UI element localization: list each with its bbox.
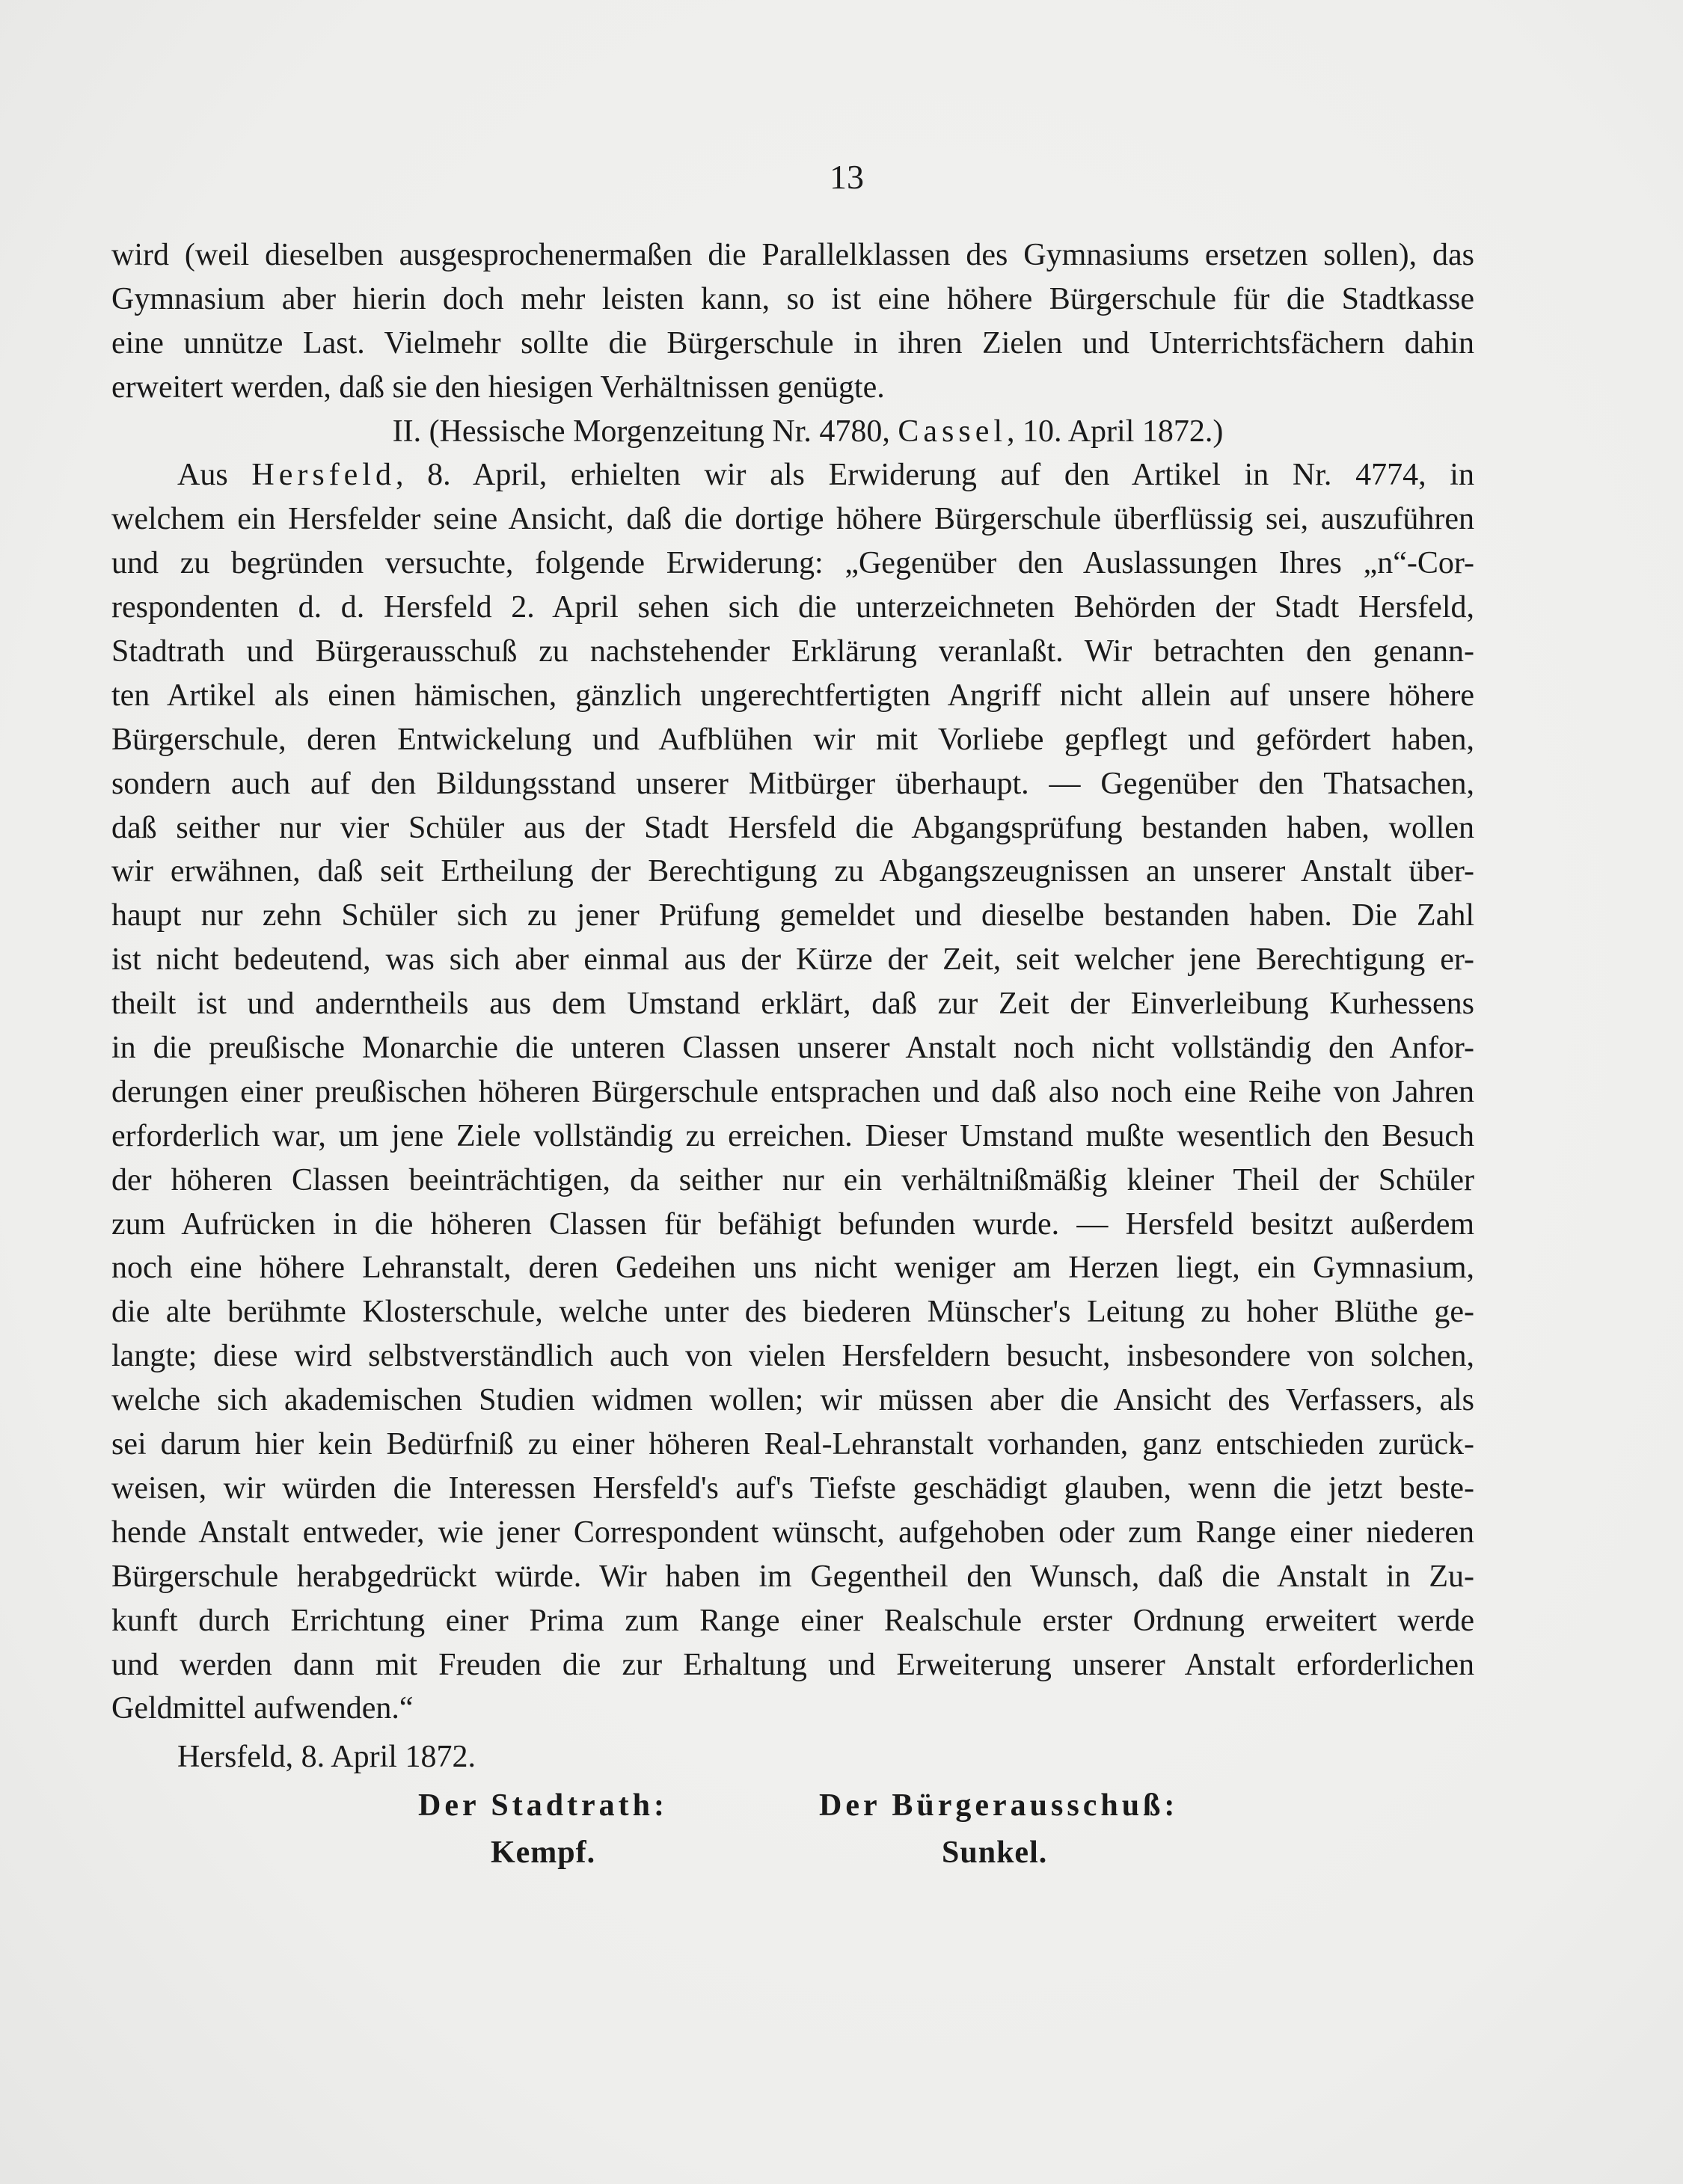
dateline: Hersfeld, 8. April 1872. xyxy=(177,1740,476,1775)
line-text: Aus xyxy=(177,458,252,493)
spaced-place-name: Cassel xyxy=(898,414,1008,449)
text-line: langte; diese wird selbstverständlich auch von vielen Hersfeldern besucht, insbesondere von solchen, xyxy=(111,1339,1474,1374)
heading-text: II. (Hessische Morgenzeitung Nr. 4780, xyxy=(392,414,898,449)
text-line: zum Aufrücken in die höheren Classen für befähigt befunden wurde. — Hersfeld besitzt außerdem xyxy=(111,1206,1474,1242)
text-line: respondenten d. d. Hersfeld 2. April sehen sich die unterzeichneten Behörden der Stadt Hersfeld, xyxy=(111,590,1474,625)
text-line: Bürgerschule herabgedrückt würde. Wir haben im Gegentheil den Wunsch, daß die Anstalt in Zu- xyxy=(111,1559,1474,1594)
text-line: sondern auch auf den Bildungsstand unserer Mitbürger überhaupt. — Gegenüber den Thatsachen, xyxy=(111,766,1474,801)
text-line: wir erwähnen, daß seit Ertheilung der Berechtigung zu Abgangszeugnissen an unserer Anstalt über- xyxy=(111,854,1474,889)
text-line: der höheren Classen beeinträchtigen, da seither nur ein verhältnißmäßig kleiner Theil der Schüler xyxy=(111,1162,1474,1197)
text-line: Bürgerschule, deren Entwickelung und Aufblühen wir mit Vorliebe gepflegt und gefördert haben, xyxy=(111,722,1474,757)
section-heading xyxy=(111,410,1474,454)
signature-title-stadtrath: Der Stadtrath: xyxy=(418,1788,669,1823)
text-line: noch eine höhere Lehranstalt, deren Gedeihen uns nicht weniger am Herzen liegt, ein Gymnasium, xyxy=(111,1251,1474,1286)
page-number: 13 xyxy=(830,158,864,196)
text-line: welchem ein Hersfelder seine Ansicht, daß die dortige höhere Bürgerschule überflüssig sei, auszuführen xyxy=(111,502,1474,537)
text-line: haupt nur zehn Schüler sich zu jener Prüfung gemeldet und dieselbe bestanden haben. Die Zahl xyxy=(111,898,1474,933)
text-line: erweitert werden, daß sie den hiesigen Verhältnissen genügte. xyxy=(111,369,885,405)
text-line: derungen einer preußischen höheren Bürgerschule entsprachen und daß also noch eine Reihe von Jahren xyxy=(111,1074,1474,1109)
body-text xyxy=(111,233,1474,1779)
text-line: eine unnütze Last. Vielmehr sollte die Bürgerschule in ihren Zielen und Unterrichtsfächern dahin xyxy=(111,325,1474,361)
heading-text: , 10. April 1872.) xyxy=(1007,414,1224,449)
spaced-place-name: Hersfeld xyxy=(251,458,396,493)
text-line: hende Anstalt entweder, wie jener Correspondent wünscht, aufgehoben oder zum Range einer niederen xyxy=(111,1515,1474,1550)
text-line: ten Artikel als einen hämischen, gänzlich ungerechtfertigten Angriff nicht allein auf unsere höhere xyxy=(111,678,1474,713)
signature-title-buergerausschuss: Der Bürgerausschuß: xyxy=(819,1788,1179,1823)
line-text: , 8. April, erhielten wir als Erwiderung auf den Artikel in Nr. 4774, in xyxy=(395,458,1474,493)
text-line: kunft durch Errichtung einer Prima zum Range einer Realschule erster Ordnung erweitert werde xyxy=(111,1603,1474,1638)
text-line: erforderlich war, um jene Ziele vollständig zu erreichen. Dieser Umstand mußte wesentlich den Besuch xyxy=(111,1118,1474,1153)
text-line: und zu begründen versuchte, folgende Erwiderung: „Gegenüber den Auslassungen Ihres „n“-Cor- xyxy=(111,546,1474,581)
signature-name-kempf: Kempf. xyxy=(491,1835,596,1870)
text-line: weisen, wir würden die Interessen Hersfeld's auf's Tiefste geschädigt glauben, wenn die jetzt beste- xyxy=(111,1470,1474,1506)
text-line: wird (weil dieselben ausgesprochenermaßen die Parallelklassen des Gymnasiums ersetzen sollen), das xyxy=(111,238,1474,272)
text-line xyxy=(111,453,1474,497)
text-line: theilt ist und anderntheils aus dem Umstand erklärt, daß zur Zeit der Einverleibung Kurhessens xyxy=(111,987,1474,1022)
text-line: sei darum hier kein Bedürfniß zu einer höheren Real-Lehranstalt vorhanden, ganz entschieden zurück- xyxy=(111,1427,1474,1462)
signature-name-sunkel: Sunkel. xyxy=(942,1835,1048,1870)
text-line: und werden dann mit Freuden die zur Erhaltung und Erweiterung unserer Anstalt erforderlichen xyxy=(111,1647,1474,1682)
text-line: daß seither nur vier Schüler aus der Stadt Hersfeld die Abgangsprüfung bestanden haben, wollen xyxy=(111,810,1474,845)
text-line: Geldmittel aufwenden.“ xyxy=(111,1691,414,1726)
text-line: Stadtrath und Bürgerausschuß zu nachstehender Erklärung veranlaßt. Wir betrachten den genann- xyxy=(111,634,1474,669)
text-line: Gymnasium aber hierin doch mehr leisten kann, so ist eine höhere Bürgerschule für die Stadtkasse xyxy=(111,281,1474,316)
text-line: welche sich akademischen Studien widmen wollen; wir müssen aber die Ansicht des Verfassers, als xyxy=(111,1383,1474,1418)
text-line: ist nicht bedeutend, was sich aber einmal aus der Kürze der Zeit, seit welcher jene Berechtigung er- xyxy=(111,942,1474,978)
text-line: die alte berühmte Klosterschule, welche unter des biederen Münscher's Leitung zu hoher Blüthe ge- xyxy=(111,1295,1474,1330)
text-line: in die preußische Monarchie die unteren Classen unserer Anstalt noch nicht vollständig den Anfor- xyxy=(111,1031,1474,1066)
